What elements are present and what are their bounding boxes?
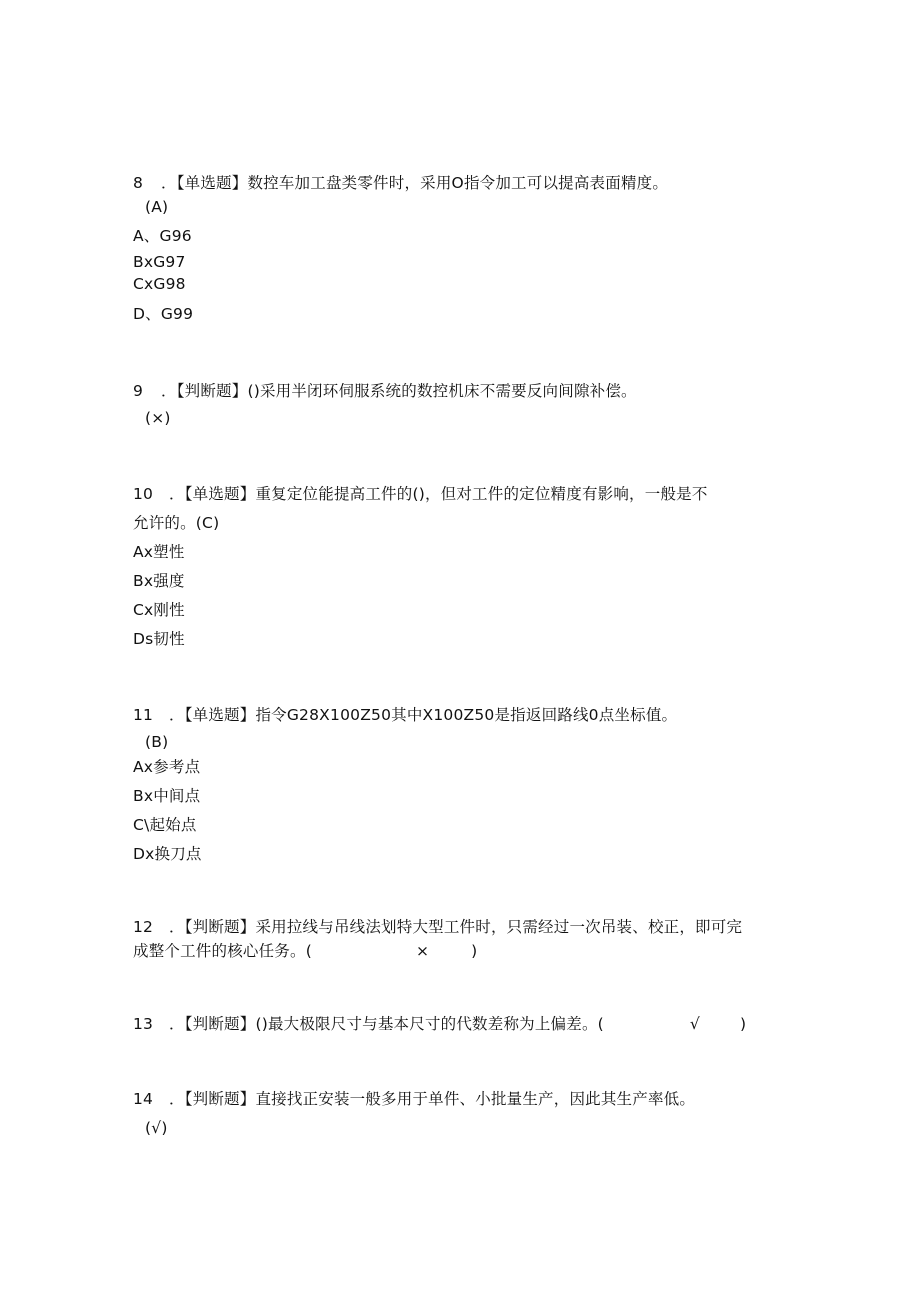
question-8-answer: (A) (145, 198, 169, 216)
question-10-option-d: Ds韧性 (133, 630, 185, 648)
answer-mark: × (415, 942, 430, 960)
question-10-stem (133, 484, 708, 504)
question-9-stem (133, 381, 637, 401)
answer-close: ) (471, 942, 478, 960)
answer-close: ) (739, 1015, 747, 1033)
question-14-answer: (√) (145, 1119, 168, 1137)
question-11-stem (133, 705, 677, 725)
answer-mark: √ (689, 1015, 700, 1033)
question-number: 10 (133, 485, 154, 503)
question-8-stem (133, 173, 668, 193)
question-12-stem (133, 917, 742, 937)
question-10-option-c: Cx刚性 (133, 601, 185, 619)
question-number: 13 (133, 1015, 154, 1033)
question-10-option-b: Bx强度 (133, 572, 185, 590)
question-9-answer: (×) (145, 409, 171, 427)
question-10-stem-continued: 允许的。(C) (133, 514, 220, 532)
question-11-option-a: Ax参考点 (133, 758, 201, 776)
question-number: 12 (133, 918, 154, 936)
question-text: ．【单选题】数控车加工盘类零件时，采用O指令加工可以提高表面精度。 (161, 174, 669, 192)
question-text: ．【判断题】采用拉线与吊线法划特大型工件时，只需经过一次吊装、校正，即可完 (169, 918, 743, 936)
question-text: ．【判断题】直接找正安装一般多用于单件、小批量生产，因此其生产率低。 (169, 1090, 696, 1108)
question-text: ．【单选题】重复定位能提高工件的()，但对工件的定位精度有影响，一般是不 (169, 485, 708, 503)
question-8-option-b: BxG97 (133, 253, 186, 271)
question-8-option-a: A、G96 (133, 227, 192, 245)
question-text: ．【判断题】()最大极限尺寸与基本尺寸的代数差称为上偏差。( (169, 1015, 604, 1033)
question-11-option-d: Dx换刀点 (133, 845, 202, 863)
question-11-option-b: Bx中间点 (133, 787, 201, 805)
question-text: ．【单选题】指令G28X100Z50其中X100Z50是指返回路线0点坐标值。 (169, 706, 678, 724)
stem-continued-text: 成整个工件的核心任务。( (133, 942, 312, 960)
question-13-stem (133, 1014, 746, 1034)
question-number: 9 (133, 382, 144, 400)
question-12-stem-continued (133, 941, 477, 961)
question-14-stem (133, 1089, 695, 1109)
question-text: ．【判断题】()采用半闭环伺服系统的数控机床不需要反向间隙补偿。 (161, 382, 637, 400)
question-8-option-d: D、G99 (133, 305, 194, 323)
question-8-option-c: CxG98 (133, 275, 186, 293)
question-11-option-c: C\起始点 (133, 816, 197, 834)
question-10-option-a: Ax塑性 (133, 543, 185, 561)
question-11-answer: (B) (145, 733, 169, 751)
question-number: 8 (133, 174, 144, 192)
question-number: 14 (133, 1090, 154, 1108)
question-number: 11 (133, 706, 154, 724)
